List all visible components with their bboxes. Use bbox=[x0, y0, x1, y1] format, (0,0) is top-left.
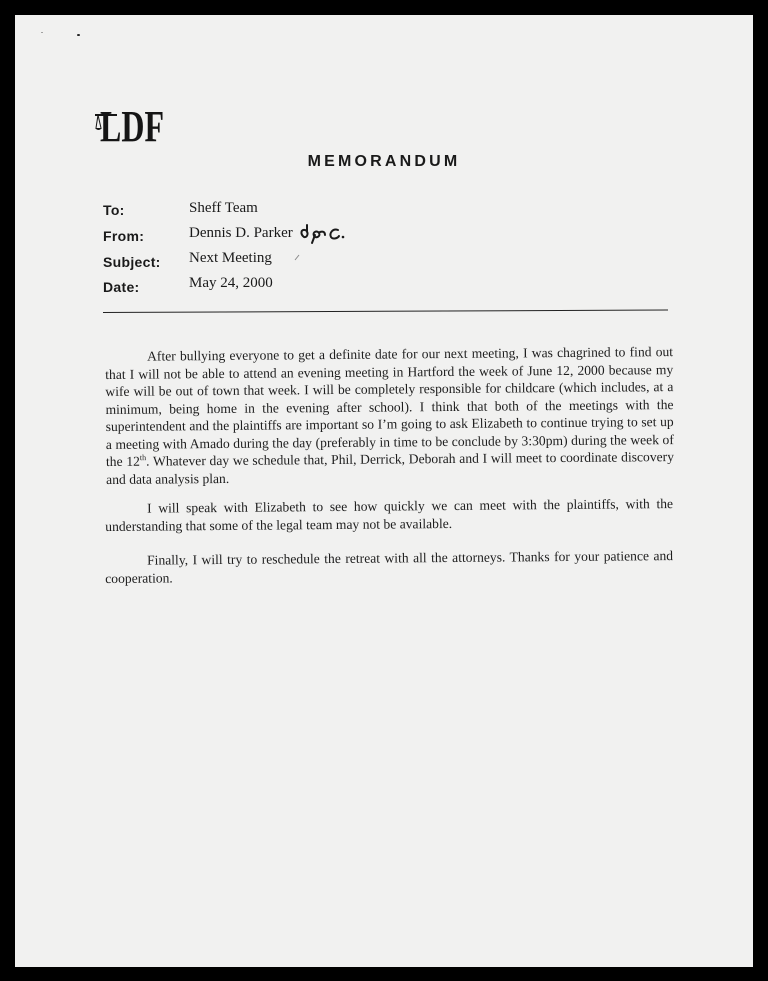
from-label: From: bbox=[103, 228, 145, 244]
date-label: Date: bbox=[103, 279, 140, 295]
body-paragraph-2 bbox=[105, 495, 673, 535]
pen-mark bbox=[293, 254, 301, 262]
ldf-logo-lettering: LDF bbox=[100, 102, 164, 151]
body-paragraph-1 bbox=[105, 343, 674, 488]
memo-page bbox=[15, 15, 753, 967]
paragraph-2-text: I will speak with Elizabeth to see how quickly we can meet with the plaintiffs, with the understanding that some of the legal team may not be available. bbox=[105, 496, 674, 534]
body-paragraph-3 bbox=[105, 547, 673, 587]
paragraph-3-text: Finally, I will try to reschedule the retreat with all the attorneys. Thanks for your patience and cooperation. bbox=[105, 548, 674, 586]
ldf-logo bbox=[95, 101, 167, 151]
to-value: Sheff Team bbox=[189, 200, 258, 216]
to-label: To: bbox=[103, 202, 125, 218]
handwritten-initials bbox=[298, 223, 358, 245]
paragraph-1-text-end: . Whatever day we schedule that, Phil, Derrick, Deborah and I will meet to coordinate discovery and data analysis plan. bbox=[106, 449, 675, 487]
subject-value: Next Meeting bbox=[189, 250, 272, 266]
header-divider bbox=[103, 310, 668, 313]
memo-title: MEMORANDUM bbox=[307, 153, 461, 170]
subject-label: Subject: bbox=[103, 254, 161, 270]
scan-speck bbox=[41, 32, 43, 33]
paragraph-1-text: After bullying everyone to get a definite date for our next meeting, I was chagrined to find out that I will not be able to attend an evening meeting in Hartford the week of June 12, 2000 because my wife will be out of town that week. I will be completely responsible for childcare (which includes, at a minimum, being home in the evening after school). I think that both of the meetings with the superintendent and the plaintiffs are important so I’m going to ask Elizabeth to continue trying to set up a meeting with Amado during the day (preferably in time to be conclude by 3:30pm) during the week of the 12 bbox=[105, 344, 674, 469]
superscript-th: th bbox=[139, 453, 147, 463]
date-value: May 24, 2000 bbox=[189, 275, 273, 291]
scan-speck bbox=[77, 34, 80, 36]
from-value: Dennis D. Parker bbox=[189, 225, 293, 241]
